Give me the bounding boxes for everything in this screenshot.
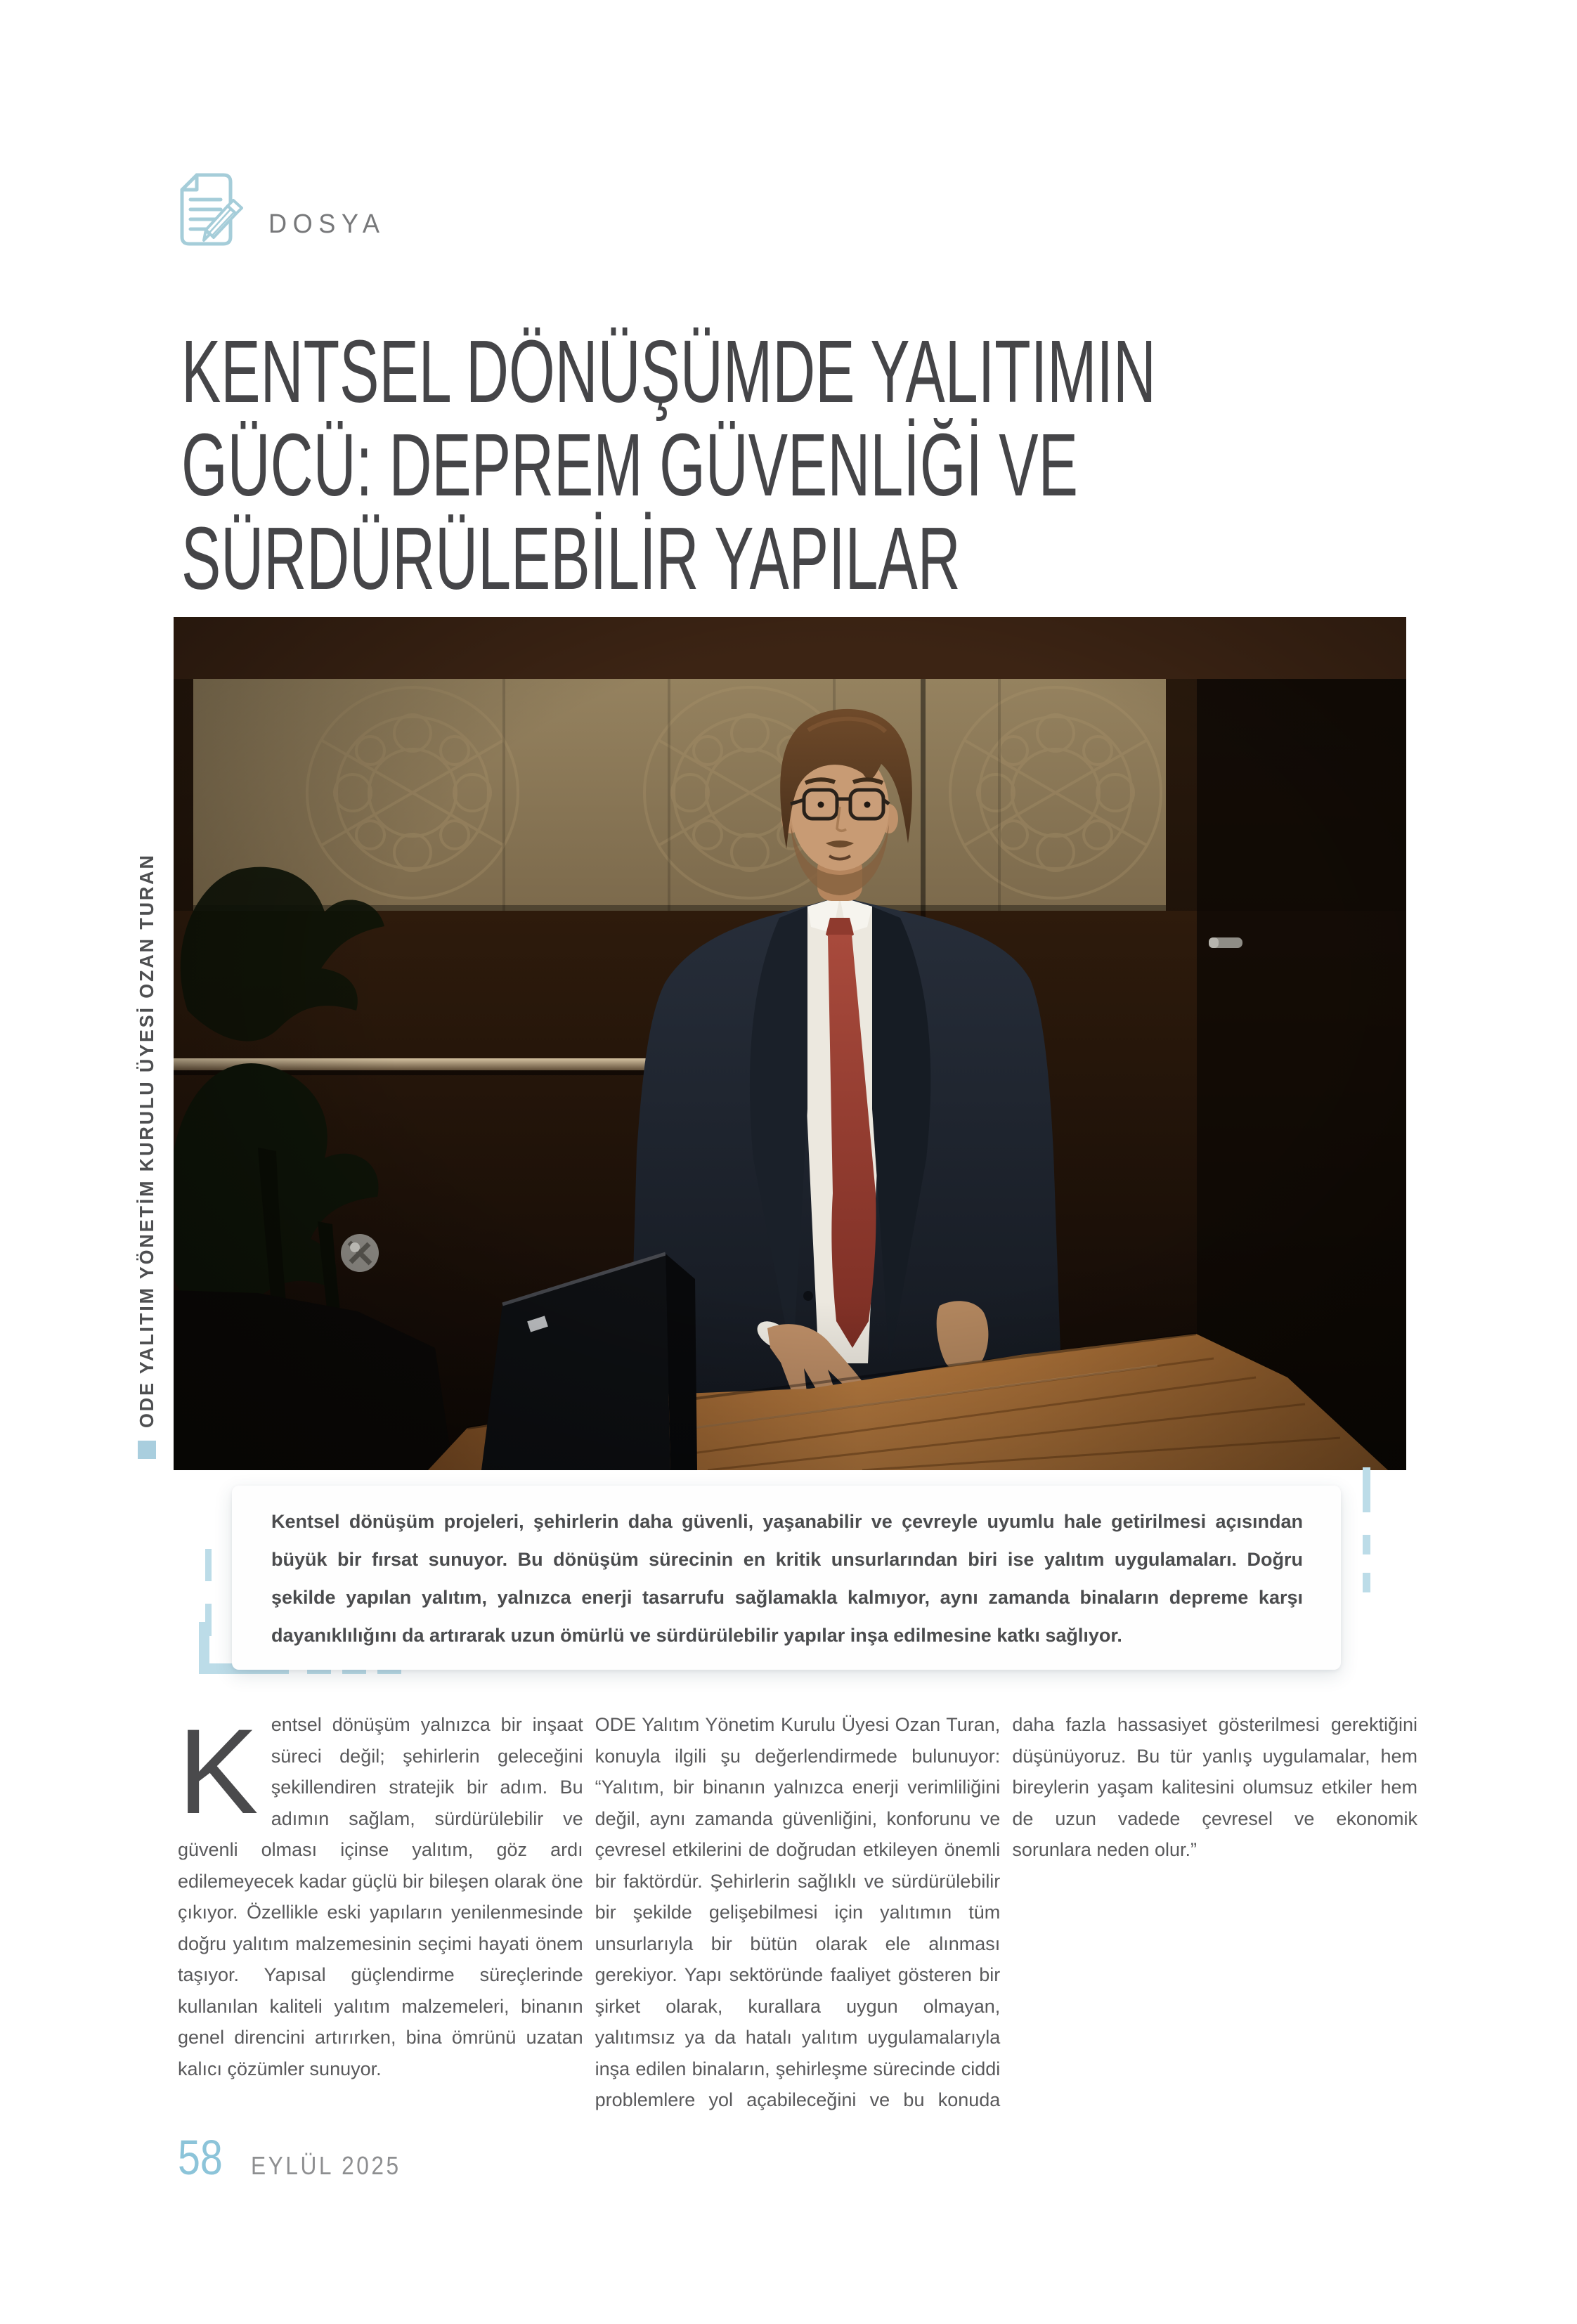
article-paragraph: ODE Yalıtım Yönetim Kurulu Üyesi Ozan Turan, konuyla ilgili şu değerlendirmede bulunuyor: “Yalıtım, bir binanın yalnızca enerji verimliliğini değil, aynı zamanda güvenliğini, konforunu ve çevresel etkilerini de doğrudan etkileyen önemli bir faktördür. Şehirlerin sağlıklı ve sürdürülebilir bir şekilde gelişebilmesi için yalıtımın tüm unsurlarıyla bir bütün olarak ele alınması gerekiyor. Yapı sektöründe faaliyet gösteren bir şirket olarak, kurallara uygun olmayan, yalıtımsız ya da hatalı yalıtım uygulamalarıyla inşa edilen binaların, şehirleşme sürecinde ciddi problemlere yol açabileceğini ve bu konuda daha fazla hassasiyet gösterilmesi gerektiğini düşünüyoruz. Bu tür yanlış uygulamalar, hem bireylerin yaşam kalitesini olumsuz etkiler hem de uzun vadede çevresel ve ekonomik sorunlara neden olur.” — [595, 1714, 1417, 2110]
title-line-1: KENTSEL DÖNÜŞÜMDE YALITIMIN — [181, 322, 1156, 421]
portrait-photo-art — [174, 617, 1406, 1470]
issue-date: EYLÜL 2025 — [250, 2151, 401, 2180]
title-line-2: GÜCÜ: DEPREM GÜVENLİĞİ VE — [181, 415, 1078, 514]
accent-square — [138, 1441, 156, 1459]
document-pencil-icon — [180, 173, 245, 249]
title-line-3: SÜRDÜRÜLEBİLİR YAPILAR — [181, 509, 961, 608]
callout-box — [232, 1486, 1341, 1670]
article-body — [178, 1704, 1417, 2120]
page-number: 58 — [178, 2130, 223, 2185]
section-label: DOSYA — [268, 209, 386, 239]
photo-vignette — [174, 617, 1406, 1470]
drop-cap: K — [178, 1704, 259, 1839]
article-paragraph — [178, 1704, 583, 2084]
dashed-accent-right — [1363, 1535, 1370, 1594]
callout-text: Kentsel dönüşüm projeleri, şehirlerin daha güvenli, yaşanabilir ve çevreyle uyumlu hale getirilmesi açısından büyük bir fırsat sunuyor. Bu dönüşüm sürecinin en kritik unsurlarından biri ise yalıtım uygulamaları. Doğru şekilde yapılan yalıtım, yalnızca enerji tasarrufu sağlamakla kalmıyor, aynı zamanda binaların depreme karşı dayanıklılığını da artırarak uzun ömürlü ve sürdürülebilir yapılar inşa edilmesine katkı sağlıyor. — [271, 1511, 1303, 1646]
article-paragraph-text: entsel dönüşüm yalnızca bir inşaat süreci değil; şehirlerin geleceğini şekillendiren stratejik bir adım. Bu adımın sağlam, sürdürülebilir ve güvenli olması içinse yalıtım, göz ardı edilemeyecek kadar güçlü bir bileşen olarak öne çıkıyor. Özellikle eski yapıların yenilenmesinde doğru yalıtım malzemesinin seçimi hayati önem taşıyor. Yapısal güçlendirme süreçlerinde kullanılan kaliteli yalıtım malzemeleri, binanın genel direncini artırırken, bina ömrünü uzatan kalıcı çözümler sunuyor. — [178, 1714, 583, 2079]
page-footer — [178, 2129, 422, 2186]
portrait-photo — [174, 617, 1406, 1470]
vertical-caption-label: ODE YALITIM YÖNETİM KURULU ÜYESİ OZAN TURAN — [136, 853, 157, 1428]
dashed-accent-right-solid — [1363, 1467, 1370, 1512]
section-header — [180, 173, 391, 249]
page-title — [181, 322, 1217, 608]
photo-vertical-caption — [135, 749, 159, 1459]
